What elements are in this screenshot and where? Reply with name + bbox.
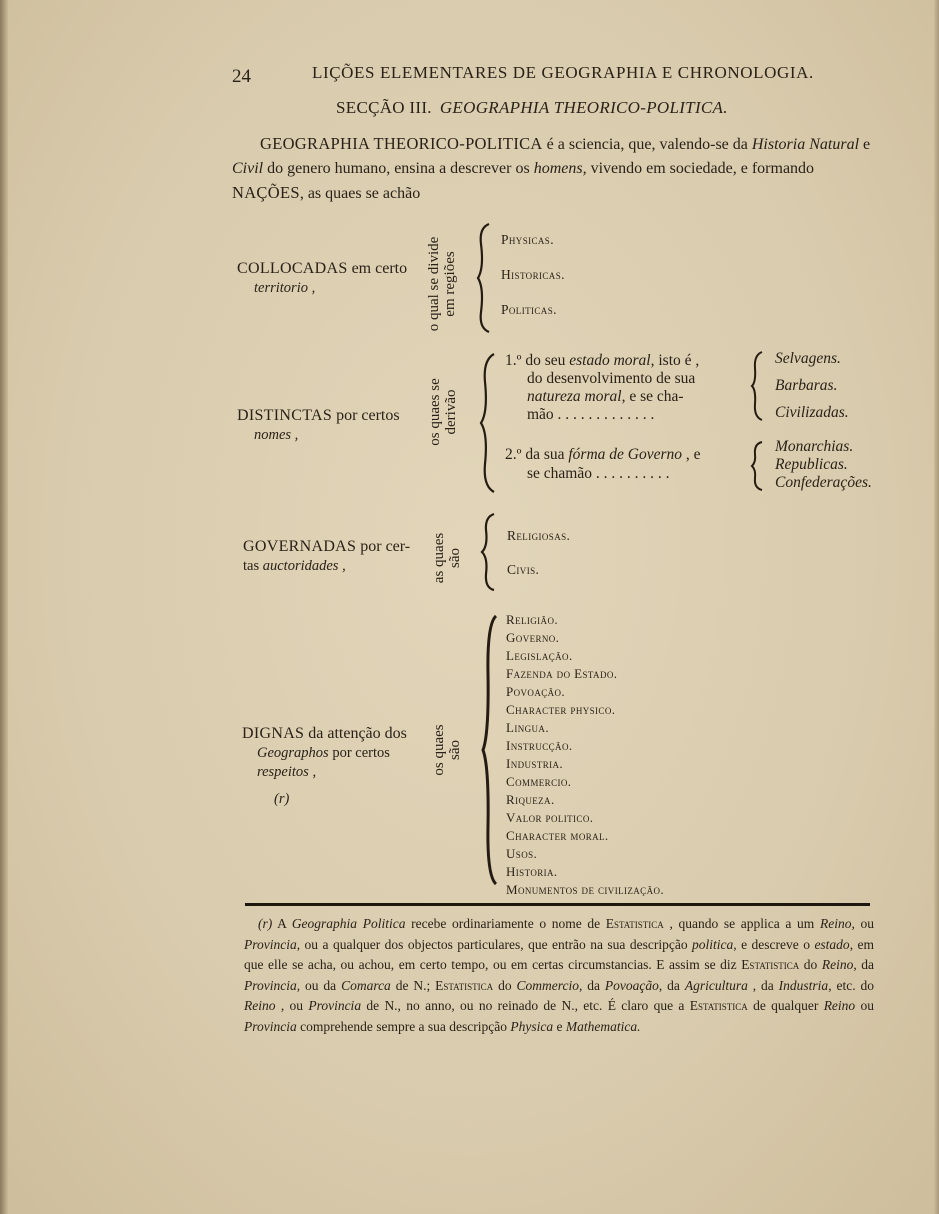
dignas-item: Valor politico.: [506, 810, 594, 825]
governadas-item: Religiosas.: [507, 528, 571, 543]
footnote-rule: [245, 903, 870, 906]
dignas-line2-rest: por certos: [328, 745, 390, 761]
intro-paragraph: [232, 132, 872, 206]
collocadas-label: [237, 259, 407, 279]
distinctas-first-line3: [527, 388, 684, 406]
footnote-term: Reino: [244, 998, 276, 1013]
distinctas-first-line2: do desenvolvimento de sua: [527, 370, 696, 387]
first-item: Civilizadas.: [775, 404, 849, 421]
distinctas-vertical-text: [427, 364, 461, 460]
footnote-term: Reino: [823, 998, 856, 1013]
dignas-item: Instrucção.: [506, 738, 573, 753]
footnote-term: estado: [814, 936, 850, 952]
footnote-term: Reino: [821, 957, 854, 972]
distinctas-text: isto é ,: [654, 352, 700, 369]
footnote-text: ou: [855, 998, 875, 1013]
footnote-term: Provincia: [244, 977, 297, 993]
governadas-vertical-2: são: [447, 548, 463, 568]
distinctas-text: e se cha-: [625, 388, 684, 405]
dignas-item: Commercio.: [506, 774, 572, 789]
distinctas-vertical-2: derivão: [443, 389, 459, 435]
first-items-brace: [750, 350, 766, 422]
dignas-vertical-2: são: [447, 740, 463, 760]
footnote-term: Estatistica: [689, 998, 748, 1013]
dignas-item: Povoação.: [506, 684, 566, 699]
distinctas-second-line1: [505, 446, 701, 464]
dignas-caps: DIGNAS: [242, 725, 305, 742]
footnote-text: comprehende sempre a sua descripção: [296, 1018, 511, 1034]
distinctas-brace: [478, 352, 500, 494]
distinctas-first-line1: [505, 352, 699, 370]
section-title: GEOGRAPHIA THEORICO-POLITICA.: [439, 98, 728, 117]
footnote-term: Povoação: [604, 977, 659, 993]
footnote-text: recebe ordinariamente o nome de: [405, 916, 606, 931]
footnote-term: Provincia: [244, 1018, 297, 1034]
dignas-item: Character physico.: [506, 702, 616, 717]
distinctas-first-line4: mão . . . . . . . . . . . . .: [527, 406, 655, 423]
governadas-vertical-1: as quaes: [431, 532, 447, 584]
second-item: Republicas.: [775, 456, 848, 473]
distinctas-text: do seu: [521, 352, 570, 369]
footnote-text: , ou a qualquer dos objectos particulares, que entrão na sua descripção: [296, 936, 693, 952]
footnote-term: Estatistica: [605, 916, 664, 931]
collocadas-item: Politicas.: [501, 302, 557, 317]
distinctas-text: , e: [682, 446, 701, 463]
footnote: [244, 914, 874, 1037]
intro-text: vivendo em sociedade, e formando: [586, 160, 815, 177]
second-item: Monarchias.: [775, 438, 854, 455]
intro-text: , as quaes se achão: [299, 185, 421, 202]
dignas-item: Historia.: [506, 864, 558, 879]
dignas-item: Usos.: [506, 846, 538, 861]
footnote-text: , da: [578, 977, 605, 993]
dignas-line2: [257, 743, 390, 763]
distinctas-second-num: 2.º: [505, 446, 522, 463]
footnote-text: , etc. do: [828, 977, 874, 993]
footnote-text: de qualquer: [747, 998, 824, 1013]
distinctas-estado: estado moral,: [569, 352, 655, 369]
collocadas-vertical-text: [426, 229, 460, 339]
intro-nacoes: NAÇÕES: [232, 183, 300, 202]
footnote-term: Provincia: [308, 998, 362, 1013]
page-left-edge: [0, 0, 8, 1214]
footnote-text: , da: [658, 977, 685, 993]
footnote-term: Commercio: [516, 977, 579, 993]
dignas-item: Fazenda do Estado.: [506, 666, 618, 681]
dignas-item: Industria.: [506, 756, 564, 771]
dignas-item: Riqueza.: [506, 792, 555, 807]
distinctas-first-num: 1.º: [505, 352, 522, 369]
footnote-term: Geographia Politica: [291, 916, 406, 931]
footnote-text: , ou da: [296, 977, 342, 993]
distinctas-forma: fórma de Governo: [568, 446, 683, 463]
intro-civil: Civil: [232, 160, 264, 177]
footnote-term: Mathematica.: [565, 1018, 641, 1034]
distinctas-text: da sua: [521, 446, 569, 463]
distinctas-second-line2: se chamão . . . . . . . . . .: [527, 465, 670, 482]
collocadas-sub: territorio ,: [254, 280, 316, 296]
footnote-ref: (r): [258, 916, 273, 931]
governadas-sub: [243, 556, 346, 576]
intro-text: é a sciencia, que, valendo-se da: [542, 136, 752, 153]
footnote-term: Estatistica: [435, 977, 494, 993]
section-heading: [336, 98, 728, 118]
dignas-note-ref: (r): [274, 791, 290, 807]
footnote-text: , quando se applica a um: [663, 916, 820, 931]
footnote-text: do: [799, 957, 822, 972]
intro-text: do genero humano, ensina a descrever os: [263, 160, 534, 177]
collocadas-caps: COLLOCADAS: [237, 260, 348, 277]
distinctas-rest: por certos: [332, 407, 400, 424]
dignas-line3: respeitos ,: [257, 764, 317, 780]
distinctas-label: [237, 406, 400, 426]
first-item: Selvagens.: [775, 350, 841, 367]
dignas-vertical-text: [431, 715, 465, 785]
footnote-term: Physica: [510, 1018, 554, 1034]
footnote-term: Agricultura: [684, 977, 748, 993]
footnote-text: de N., no anno, ou no reinado de N., etc. É claro que a: [361, 998, 690, 1013]
footnote-text: ou: [854, 916, 874, 931]
distinctas-caps: DISTINCTAS: [237, 407, 333, 424]
second-items-brace: [750, 440, 766, 492]
governadas-item: Civis.: [507, 562, 540, 577]
intro-term: GEOGRAPHIA THEORICO-POLITICA: [260, 134, 543, 153]
footnote-term: Provincia: [244, 936, 297, 952]
governadas-rest: por cer-: [356, 538, 411, 555]
collocadas-item: Physicas.: [501, 232, 554, 247]
governadas-sub-a: tas: [243, 558, 263, 574]
governadas-vertical-text: [431, 523, 465, 593]
footnote-text: , em que elle se acha, ou achou, em certo tempo, ou em certas circumstancias. E assim se diz: [244, 936, 875, 972]
footnote-term: Comarca: [341, 977, 391, 993]
first-item: Barbaras.: [775, 377, 838, 394]
footnote-text: de N.;: [390, 977, 436, 993]
distinctas-sub: nomes ,: [254, 427, 299, 443]
running-head: LIÇÕES ELEMENTARES DE GEOGRAPHIA E CHRONOLOGIA.: [312, 63, 814, 82]
footnote-text: , ou: [275, 998, 309, 1013]
page-number: 24: [232, 66, 251, 87]
dignas-vertical-1: os quaes: [431, 724, 447, 776]
intro-historia: Historia Natural: [751, 136, 860, 153]
section-label: SECÇÃO III.: [336, 98, 432, 117]
dignas-item: Lingua.: [506, 720, 549, 735]
footnote-text: , da: [747, 977, 779, 993]
footnote-text: A: [272, 916, 292, 931]
intro-homens: homens,: [533, 160, 587, 177]
dignas-label: [242, 724, 407, 744]
intro-text: e: [859, 136, 871, 153]
dignas-item: Monumentos de civilização.: [506, 882, 665, 897]
dignas-geographos: Geographos: [257, 745, 329, 761]
collocadas-vertical-2: em regiões: [442, 251, 458, 317]
page-right-edge: [934, 0, 939, 1214]
governadas-sub-b: auctoridades ,: [262, 558, 346, 574]
footnote-text: e descreve o: [736, 936, 815, 952]
footnote-text: , da: [853, 957, 874, 972]
distinctas-natureza: natureza moral,: [527, 388, 626, 405]
governadas-label: [243, 537, 410, 557]
dignas-item: Religião.: [506, 612, 559, 627]
dignas-item: Legislação.: [506, 648, 573, 663]
dignas-item: Character moral.: [506, 828, 609, 843]
distinctas-vertical-1: os quaes se: [427, 378, 443, 446]
collocadas-brace: [475, 222, 495, 334]
governadas-caps: GOVERNADAS: [243, 538, 357, 555]
collocadas-vertical-1: o qual se divide: [426, 236, 442, 332]
dignas-brace: [481, 614, 501, 886]
footnote-term: politica,: [692, 936, 737, 952]
collocadas-rest: em certo: [347, 260, 408, 277]
footnote-text: do: [493, 977, 517, 993]
footnote-term: Reino,: [819, 916, 855, 931]
collocadas-item: Historicas.: [501, 267, 565, 282]
footnote-term: Estatistica: [741, 957, 800, 972]
governadas-brace: [480, 512, 500, 592]
footnote-text: e: [553, 1018, 566, 1034]
second-item: Confederações.: [775, 474, 872, 491]
footnote-term: Industria: [778, 977, 829, 993]
dignas-rest: da attenção dos: [304, 725, 407, 742]
dignas-item: Governo.: [506, 630, 560, 645]
